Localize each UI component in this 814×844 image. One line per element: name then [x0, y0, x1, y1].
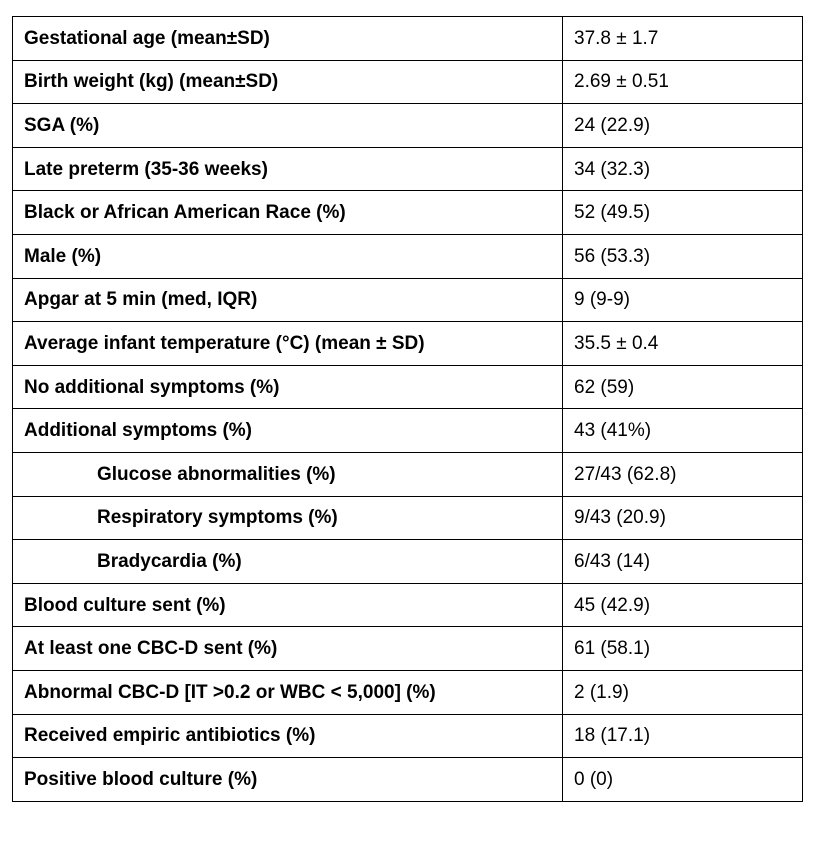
- row-label: At least one CBC-D sent (%): [13, 627, 563, 671]
- row-label: Black or African American Race (%): [13, 191, 563, 235]
- row-value: 2.69 ± 0.51: [563, 60, 803, 104]
- row-value: 0 (0): [563, 758, 803, 802]
- table-row: [13, 147, 803, 191]
- table-row: [13, 104, 803, 148]
- row-label: Blood culture sent (%): [13, 583, 563, 627]
- row-value: 24 (22.9): [563, 104, 803, 148]
- row-value: 18 (17.1): [563, 714, 803, 758]
- row-label: Respiratory symptoms (%): [13, 496, 563, 540]
- row-value: 43 (41%): [563, 409, 803, 453]
- row-value: 9 (9-9): [563, 278, 803, 322]
- row-value: 2 (1.9): [563, 670, 803, 714]
- row-label: Apgar at 5 min (med, IQR): [13, 278, 563, 322]
- table-row: [13, 758, 803, 802]
- row-value: 62 (59): [563, 365, 803, 409]
- row-label: SGA (%): [13, 104, 563, 148]
- table-row: [13, 670, 803, 714]
- row-label: Male (%): [13, 234, 563, 278]
- table-row: [13, 365, 803, 409]
- row-label: Glucose abnormalities (%): [13, 452, 563, 496]
- row-value: 52 (49.5): [563, 191, 803, 235]
- row-value: 9/43 (20.9): [563, 496, 803, 540]
- row-label: Late preterm (35-36 weeks): [13, 147, 563, 191]
- table-row: [13, 17, 803, 61]
- table-row: [13, 60, 803, 104]
- table-row: [13, 452, 803, 496]
- row-value: 37.8 ± 1.7: [563, 17, 803, 61]
- table-row: [13, 540, 803, 584]
- row-value: 45 (42.9): [563, 583, 803, 627]
- row-label: Bradycardia (%): [13, 540, 563, 584]
- row-label: No additional symptoms (%): [13, 365, 563, 409]
- row-label: Abnormal CBC-D [IT >0.2 or WBC < 5,000] (%): [13, 670, 563, 714]
- row-label: Received empiric antibiotics (%): [13, 714, 563, 758]
- table-row: [13, 496, 803, 540]
- table-row: [13, 627, 803, 671]
- table-row: [13, 278, 803, 322]
- row-value: 6/43 (14): [563, 540, 803, 584]
- row-label: Average infant temperature (°C) (mean ± SD): [13, 322, 563, 366]
- row-value: 61 (58.1): [563, 627, 803, 671]
- row-value: 27/43 (62.8): [563, 452, 803, 496]
- row-label: Birth weight (kg) (mean±SD): [13, 60, 563, 104]
- row-value: 56 (53.3): [563, 234, 803, 278]
- table-row: [13, 322, 803, 366]
- row-label: Gestational age (mean±SD): [13, 17, 563, 61]
- row-value: 35.5 ± 0.4: [563, 322, 803, 366]
- table-row: [13, 714, 803, 758]
- table-row: [13, 191, 803, 235]
- table-row: [13, 583, 803, 627]
- table-row: [13, 409, 803, 453]
- row-value: 34 (32.3): [563, 147, 803, 191]
- row-label: Additional symptoms (%): [13, 409, 563, 453]
- table-row: [13, 234, 803, 278]
- characteristics-table: [12, 16, 803, 802]
- row-label: Positive blood culture (%): [13, 758, 563, 802]
